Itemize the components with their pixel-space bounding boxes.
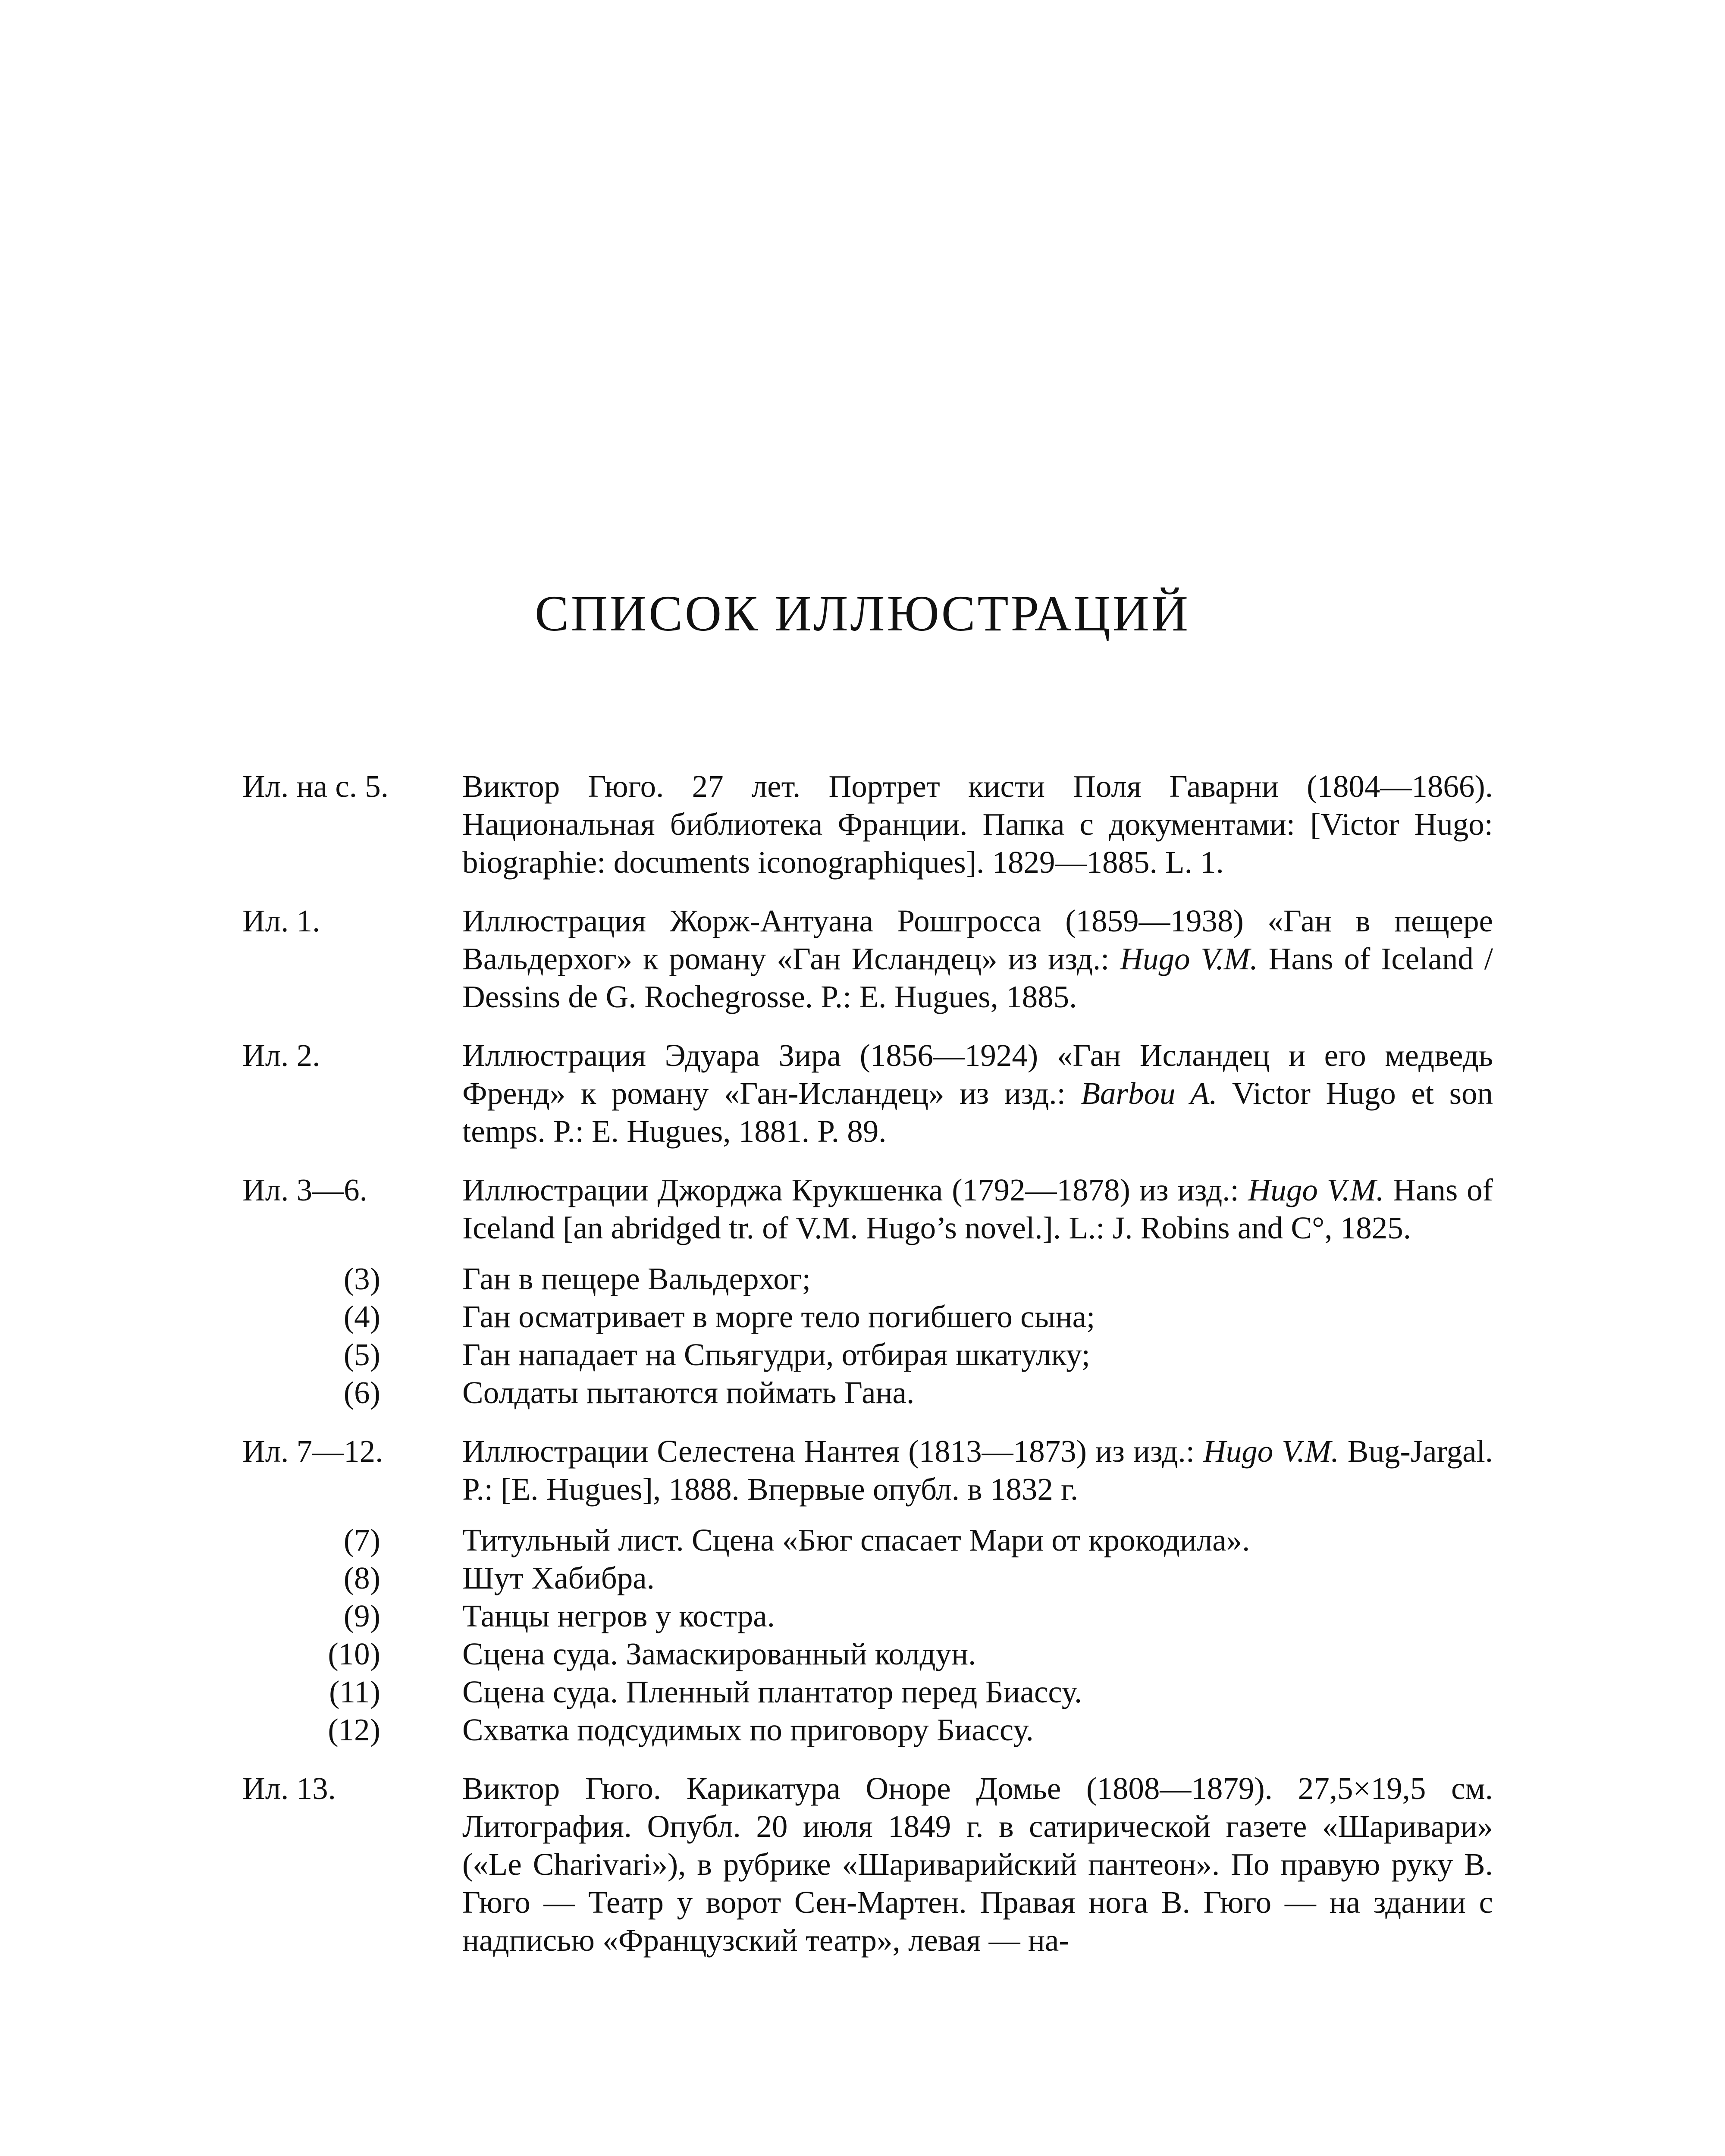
sub-item-text: Схватка подсудимых по приговору Биассу. <box>462 1712 1034 1747</box>
sub-item-text: Танцы негров у костра. <box>462 1598 775 1633</box>
page-title: СПИСОК ИЛЛЮСТРАЦИЙ <box>534 585 1190 642</box>
list-entry <box>242 768 1493 881</box>
list-entry <box>242 902 1493 1016</box>
entry-text-end: Bug-Jargal. P.: [E. Hugues], 1888. Впервые опубл. в 1832 г. <box>462 1434 1493 1507</box>
sub-item <box>242 1521 1493 1559</box>
entry-text-end: Hans of Iceland / Dessins de G. Rochegrosse. P.: E. Hugues, 1885. <box>462 941 1493 1014</box>
entry-author-italic: Hugo V.M. <box>1203 1434 1339 1469</box>
sub-item-number: (12) <box>328 1712 380 1747</box>
sub-item <box>242 1260 1493 1298</box>
list-entry <box>242 1171 1493 1247</box>
sub-item-text: Сцена суда. Пленный плантатор перед Биассу. <box>462 1674 1082 1709</box>
entry-text-start: Иллюстрация Эдуара Зира (1856—1924) «Ган Исландец и его медведь Френд» к роману «Ган-Исландец» из изд.: <box>462 1038 1493 1111</box>
entry-text <box>462 902 1493 1016</box>
sub-item-number: (8) <box>343 1561 380 1595</box>
sub-item <box>242 1298 1493 1336</box>
entry-text-end: Hans of Iceland [an abridged tr. of V.M. Hugo’s novel.]. L.: J. Robins and C°, 1825. <box>462 1172 1493 1245</box>
entry-text <box>462 1037 1493 1150</box>
sub-item <box>242 1711 1493 1749</box>
sub-item-list <box>242 1521 1493 1749</box>
entry-text-end: Victor Hugo et son temps. P.: E. Hugues, 1881. P. 89. <box>462 1076 1493 1149</box>
entry-text-start: Иллюстрация Жорж-Антуана Рошгросса (1859—1938) «Ган в пещере Вальдерхог» к роману «Ган Исландец» из изд.: <box>462 903 1493 976</box>
sub-item-number: (11) <box>329 1674 380 1709</box>
sub-item-text: Солдаты пытаются поймать Гана. <box>462 1375 915 1410</box>
list-entry <box>242 1770 1493 1959</box>
sub-item-list <box>242 1260 1493 1412</box>
entry-text: Виктор Гюго. Карикатура Оноре Домье (1808—1879). 27,5×19,5 см. Литография. Опубл. 20 июля 1849 г. в сатирической газете «Шаривари» («Le Charivari»), в рубрике «Шариварийский пантеон». По правую руку В. Гюго — Театр у ворот Сен-Мартен. Правая нога В. Гюго — на здании с надписью «Французский театр», левая — на- <box>462 1771 1493 1958</box>
sub-item <box>242 1635 1493 1673</box>
entry-author-italic: Hugo V.M. <box>1120 941 1258 976</box>
sub-item-text: Ган нападает на Спьягудри, отбирая шкатулку; <box>462 1337 1090 1372</box>
illustration-list <box>242 768 1493 1980</box>
sub-item <box>242 1374 1493 1412</box>
sub-item-number: (9) <box>343 1598 380 1633</box>
entry-author-italic: Barbou A. <box>1081 1076 1217 1111</box>
sub-item <box>242 1336 1493 1374</box>
entry-text <box>462 1432 1493 1508</box>
sub-item-number: (6) <box>343 1375 380 1410</box>
entry-text: Виктор Гюго. 27 лет. Портрет кисти Поля Гаварни (1804—1866). Национальная библиотека Франции. Папка с документами: [Victor Hugo: biographie: documents iconographiques]. 1829—1885. L. 1. <box>462 769 1493 880</box>
sub-item-text: Сцена суда. Замаскированный колдун. <box>462 1636 976 1671</box>
list-entry <box>242 1432 1493 1508</box>
entry-label: Ил. 1. <box>242 903 320 938</box>
entry-text-start: Иллюстрации Джорджа Крукшенка (1792—1878) из изд.: <box>462 1172 1248 1207</box>
sub-item-number: (4) <box>343 1299 380 1334</box>
sub-item-number: (10) <box>328 1636 380 1671</box>
sub-item <box>242 1673 1493 1711</box>
entry-label: Ил. 3—6. <box>242 1172 367 1207</box>
entry-text-start: Иллюстрации Селестена Нантея (1813—1873) из изд.: <box>462 1434 1204 1469</box>
sub-item-number: (5) <box>343 1337 380 1372</box>
sub-item <box>242 1559 1493 1597</box>
sub-item <box>242 1597 1493 1635</box>
list-entry <box>242 1037 1493 1150</box>
entry-text <box>462 1171 1493 1247</box>
entry-label: Ил. на с. 5. <box>242 769 389 804</box>
sub-item-text: Титульный лист. Сцена «Бюг спасает Мари от крокодила». <box>462 1523 1250 1557</box>
sub-item-text: Ган осматривает в морге тело погибшего сына; <box>462 1299 1095 1334</box>
sub-item-number: (3) <box>343 1261 380 1296</box>
sub-item-text: Ган в пещере Вальдерхог; <box>462 1261 811 1296</box>
sub-item-text: Шут Хабибра. <box>462 1561 655 1595</box>
entry-label: Ил. 2. <box>242 1038 320 1073</box>
entry-label: Ил. 7—12. <box>242 1434 383 1469</box>
entry-author-italic: Hugo V.M. <box>1248 1172 1384 1207</box>
sub-item-number: (7) <box>343 1523 380 1557</box>
entry-label: Ил. 13. <box>242 1771 336 1806</box>
